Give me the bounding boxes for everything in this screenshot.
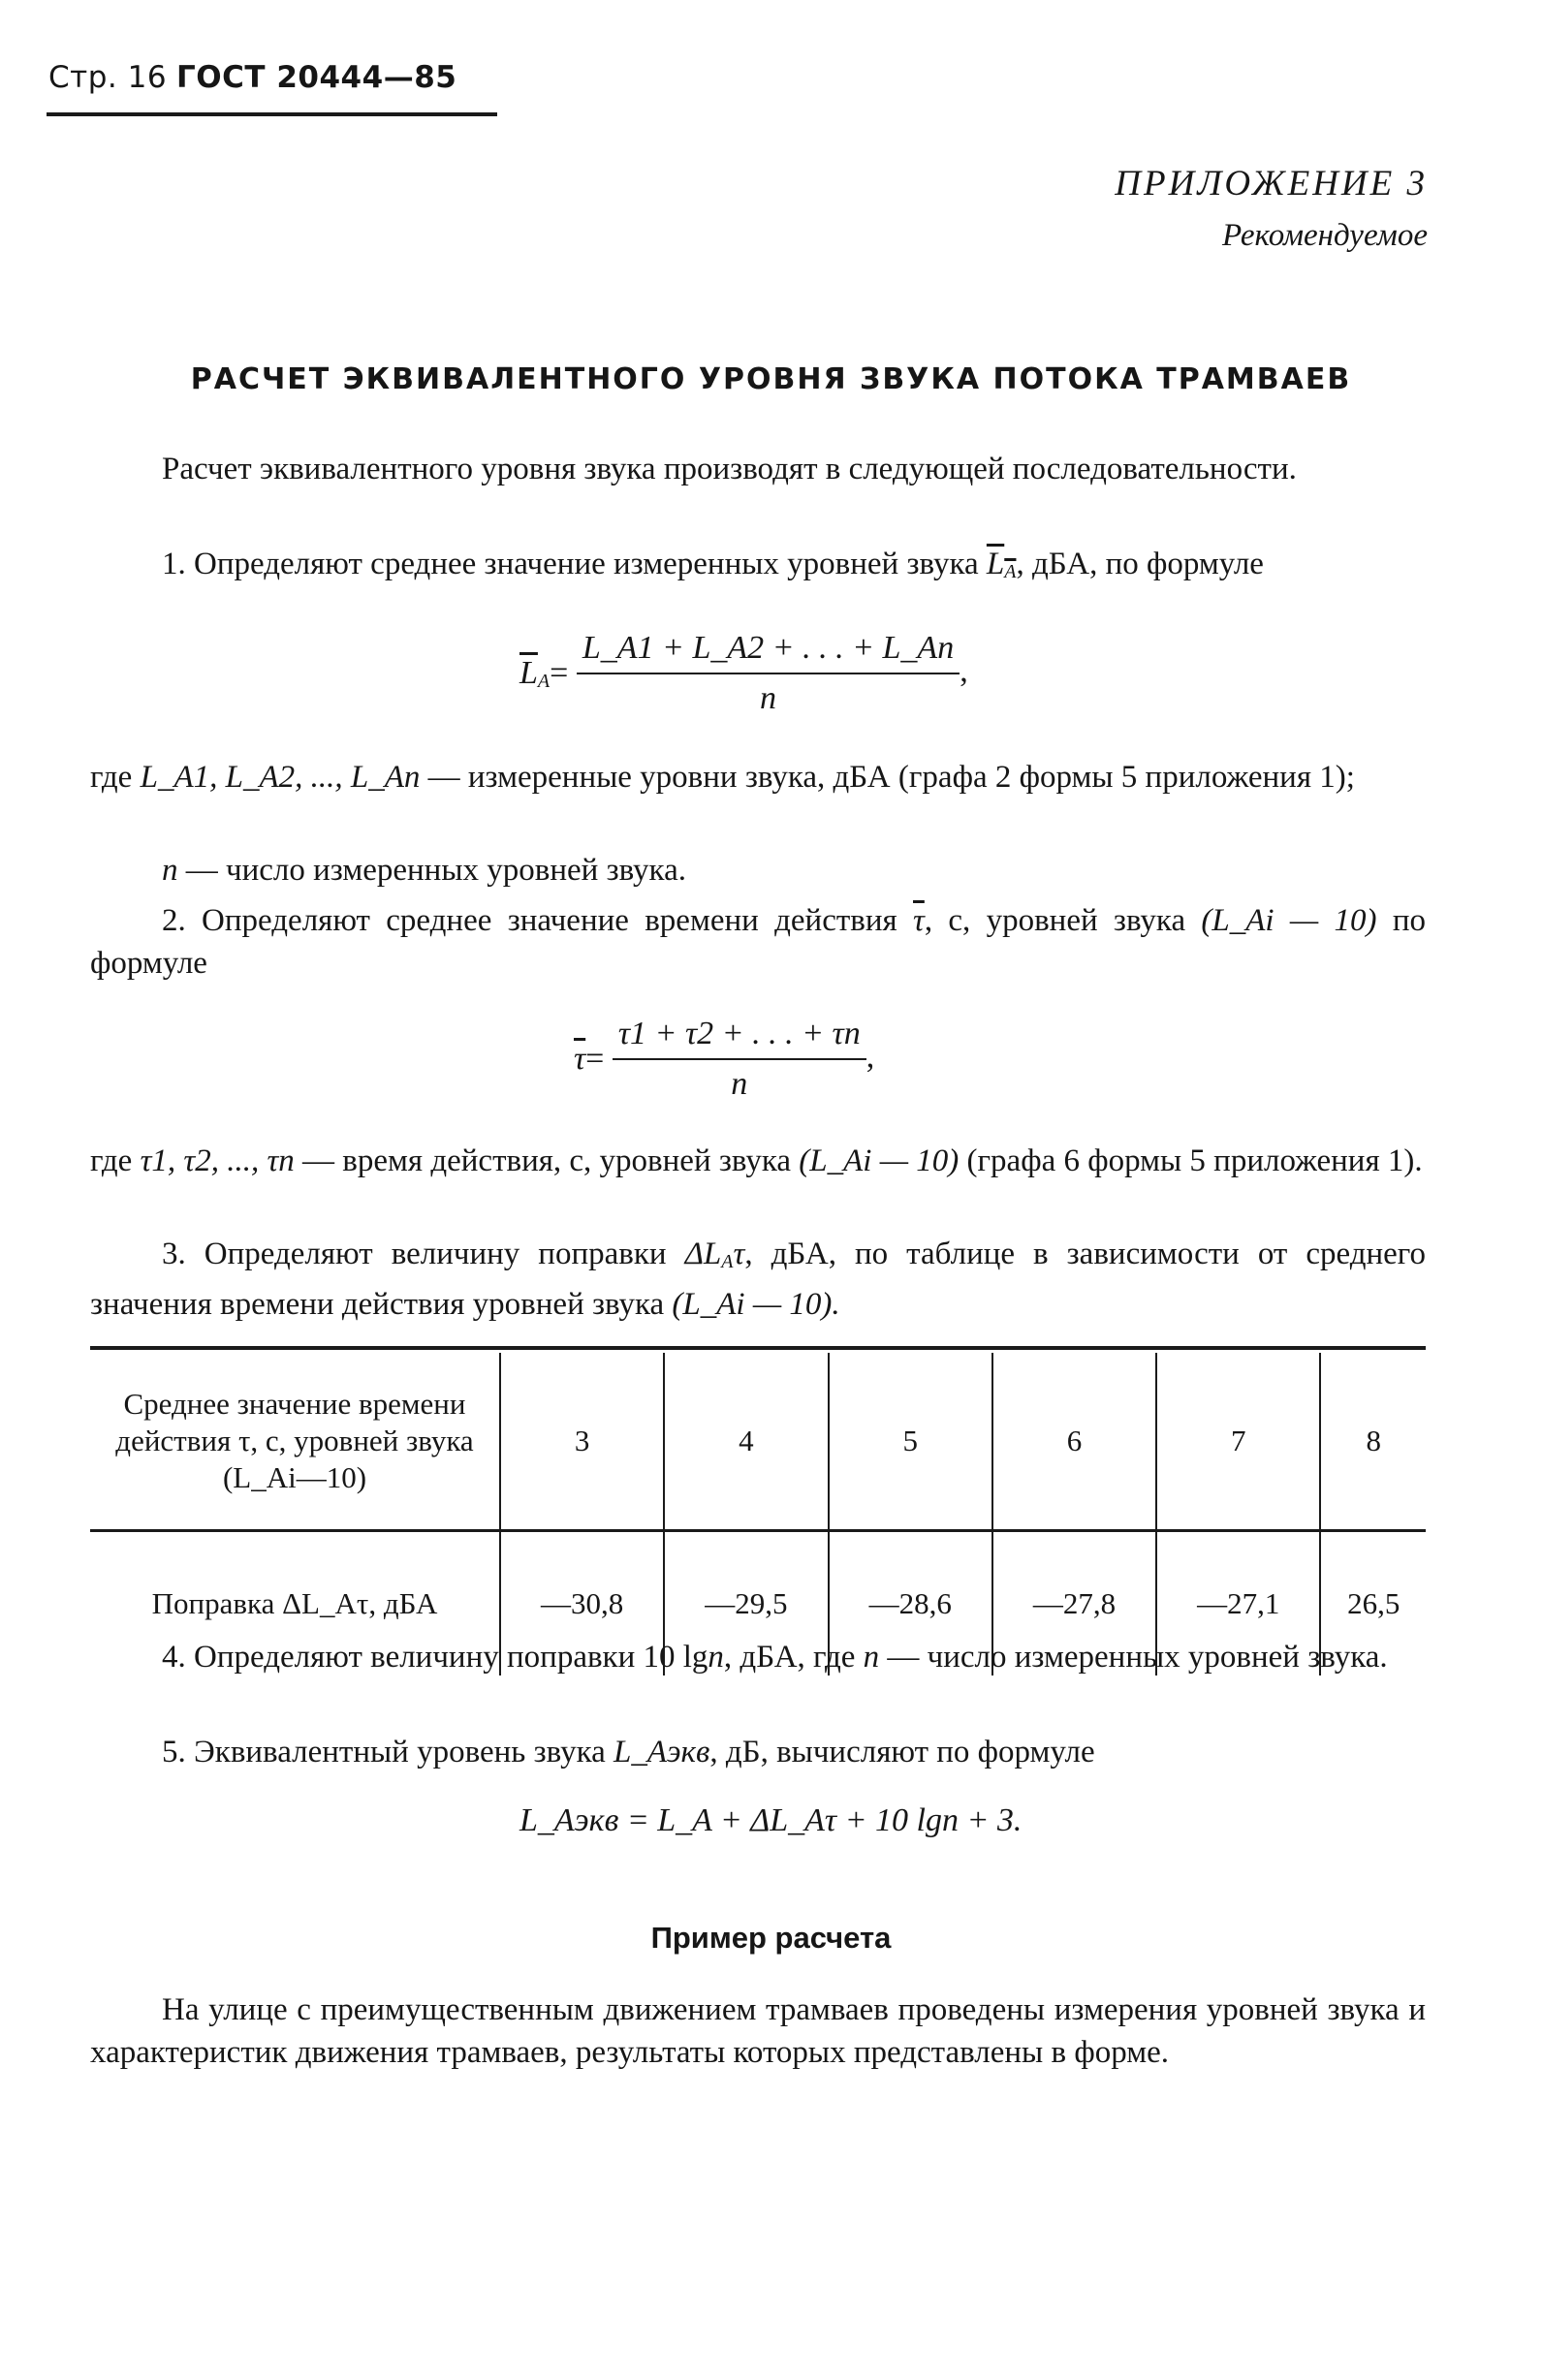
where-1-n: n — число измеренных уровней звука. <box>162 853 686 888</box>
table-cell: 26,5 <box>1347 1586 1400 1620</box>
table-row-label: Поправка ΔL_Aτ, дБА <box>90 1531 500 1676</box>
table-cell: —29,5 <box>664 1531 828 1676</box>
correction-table <box>90 1353 1426 1675</box>
step-3: 3. Определяют величину поправки $\Delta L_A\tau$, дБА, по таблице в зависимости от среднего значения времени действия уровней звука (L_Ai — 10). <box>90 1237 1426 1322</box>
table-header-label: Среднее значение времени действия τ, с, уровней звука (L_Ai—10) <box>90 1353 500 1531</box>
formula-mean-time: $\overline{\tau}=$ $\frac{\tau 1 + \tau 2 + . . . + \tau n}{n}$ , <box>574 1016 875 1102</box>
table-top-rule <box>90 1346 1426 1350</box>
table-cell: —27,1 <box>1156 1531 1320 1676</box>
table-col-header: 4 <box>664 1353 828 1531</box>
where-2: где τ1, τ2, ..., τn — время действия, с, уровней звука (L_Ai — 10) (графа 6 формы 5 приложения 1). <box>90 1143 1423 1178</box>
table-col-header: 5 <box>829 1353 992 1531</box>
table-col-header: 7 <box>1156 1353 1320 1531</box>
table-header-row <box>90 1353 1426 1531</box>
mean-level-symbol: $L_A$ <box>986 547 1017 582</box>
table-cell: —27,8 <box>992 1531 1156 1676</box>
page-header <box>48 60 456 95</box>
table-col-header: 6 <box>992 1353 1156 1531</box>
table-cell: —30,8 <box>500 1531 664 1676</box>
intro-paragraph: Расчет эквивалентного уровня звука производят в следующей последовательности. <box>162 452 1297 486</box>
document-title: РАСЧЕТ ЭКВИВАЛЕНТНОГО УРОВНЯ ЗВУКА ПОТОКА ТРАМВАЕВ <box>190 362 1352 396</box>
where-1: где L_A1, L_A2, ..., L_An — измеренные уровни звука, дБА (графа 2 формы 5 приложения 1); <box>90 760 1355 795</box>
formula-mean-level: $\overline{L}_A=$ $\frac{L\_A1 + L\_A2 + . . . + L\_An}{n}$ , <box>519 630 968 716</box>
step-4: 4. Определяют величину поправки 10 lgn, дБА, где n — число измеренных уровней звука. <box>162 1640 1388 1675</box>
step-2: 2. Определяют среднее значение времени действия $\overline{\tau}$, с, уровней звука (L_Ai — 10) по формуле <box>90 903 1427 981</box>
header-rule <box>47 112 497 116</box>
table-cell: —28,6 <box>829 1531 992 1676</box>
appendix-subtitle: Рекомендуемое <box>1221 218 1428 253</box>
formula-equivalent-level: L_Aэкв = L_A + ΔL_Aτ + 10 lgn + 3. <box>519 1802 1023 1838</box>
page-number: Стр. 16 <box>48 60 168 95</box>
table-col-header: 8 <box>1320 1353 1426 1531</box>
table-col-header: 3 <box>500 1353 664 1531</box>
appendix-title: ПРИЛОЖЕНИЕ 3 <box>1115 164 1428 204</box>
example-heading: Пример расчета <box>650 1921 892 1955</box>
step-5: 5. Эквивалентный уровень звука L_Aэкв, дБ, вычисляют по формуле <box>162 1735 1095 1769</box>
appendix-label <box>1115 163 1428 254</box>
step-1: 1. Определяют среднее значение измеренных уровней звука $L_A$, дБА, по формуле <box>162 547 1264 582</box>
example-paragraph: На улице с преимущественным движением трамваев проведены измерения уровней звука и характеристик движения трамваев, результаты которых представлены в форме. <box>90 1992 1426 2070</box>
standard-id: ГОСТ 20444—85 <box>176 60 457 95</box>
